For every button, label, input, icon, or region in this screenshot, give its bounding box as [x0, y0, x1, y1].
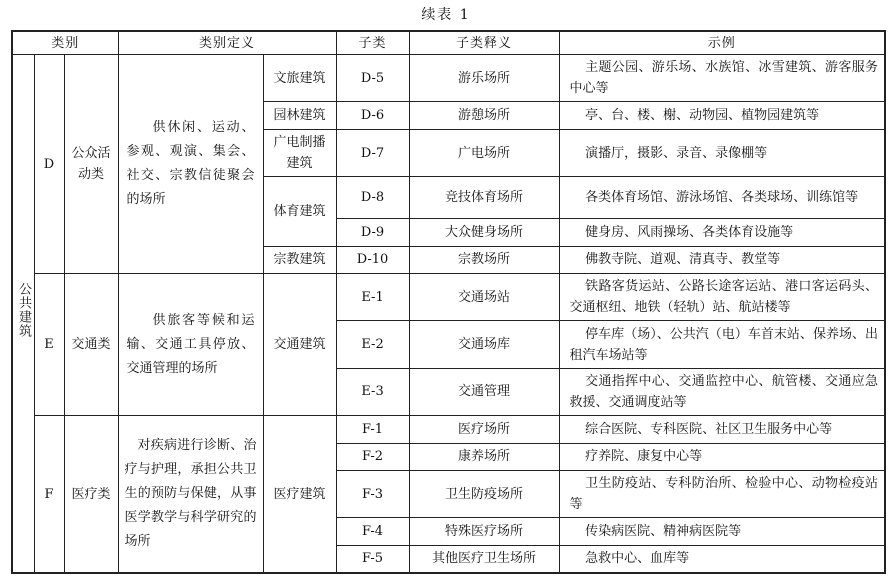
classification-table — [11, 30, 886, 574]
subcategory-code: F-2 — [336, 443, 409, 471]
subcategory-examples: 疗养院、康复中心等 — [559, 443, 885, 471]
table-row — [12, 274, 885, 321]
header-row — [12, 31, 885, 55]
building-type: 宗教建筑 — [263, 246, 336, 274]
subcategory-code: F-4 — [336, 518, 409, 546]
subcategory-name: 康养场所 — [409, 443, 559, 471]
category-code: F — [34, 416, 64, 573]
subcategory-code: D-7 — [336, 129, 409, 176]
subcategory-name: 游乐场所 — [409, 55, 559, 102]
category-definition: 供旅客等候和运输、交通工具停放、交通管理的场所 — [118, 274, 263, 416]
subcategory-code: E-1 — [336, 274, 409, 321]
subcategory-name: 其他医疗卫生场所 — [409, 545, 559, 573]
subcategory-name: 特殊医疗场所 — [409, 518, 559, 546]
subcategory-name: 竞技体育场所 — [409, 177, 559, 219]
group-label: 公共建筑 — [16, 282, 31, 338]
header-sub-definition: 子类释义 — [409, 31, 559, 55]
subcategory-examples: 佛教寺院、道观、清真寺、教堂等 — [559, 246, 885, 274]
table-row — [12, 55, 885, 102]
header-subcategory: 子类 — [336, 31, 409, 55]
building-type: 园林建筑 — [263, 102, 336, 130]
table-title: 续表 1 — [421, 7, 471, 23]
subcategory-name: 卫生防疫场所 — [409, 471, 559, 518]
building-type: 医疗建筑 — [263, 416, 336, 573]
subcategory-examples: 铁路客货运站、公路长途客运站、港口客运码头、交通枢纽、地铁（轻轨）站、航站楼等 — [559, 274, 885, 321]
subcategory-examples: 主题公园、游乐场、水族馆、冰雪建筑、游客服务中心等 — [559, 55, 885, 102]
category-name: 交通类 — [64, 274, 118, 416]
subcategory-code: F-1 — [336, 416, 409, 444]
subcategory-code: E-2 — [336, 321, 409, 368]
subcategory-code: D-5 — [336, 55, 409, 102]
subcategory-code: D-6 — [336, 102, 409, 130]
subcategory-code: D-10 — [336, 246, 409, 274]
category-name: 公众活动类 — [64, 55, 118, 274]
subcategory-code: D-8 — [336, 177, 409, 219]
header-category: 类别 — [12, 31, 118, 55]
building-type: 体育建筑 — [263, 177, 336, 246]
subcategory-examples: 亭、台、楼、榭、动物园、植物园建筑等 — [559, 102, 885, 130]
category-definition: 对疾病进行诊断、治疗与护理，承担公共卫生的预防与保健，从事医学教学与科学研究的场所 — [118, 416, 263, 573]
subcategory-examples: 健身房、风雨操场、各类体育设施等 — [559, 219, 885, 247]
subcategory-examples: 停车库（场）、公共汽（电）车首末站、保养场、出租汽车场站等 — [559, 321, 885, 368]
header-definition: 类别定义 — [118, 31, 336, 55]
subcategory-code: E-3 — [336, 368, 409, 415]
subcategory-name: 大众健身场所 — [409, 219, 559, 247]
subcategory-name: 医疗场所 — [409, 416, 559, 444]
subcategory-examples: 演播厅，摄影、录音、录像棚等 — [559, 129, 885, 176]
subcategory-name: 交通场站 — [409, 274, 559, 321]
table-row — [12, 416, 885, 444]
group-cell — [12, 55, 34, 574]
subcategory-examples: 传染病医院、精神病医院等 — [559, 518, 885, 546]
subcategory-examples: 各类体育场馆、游泳场馆、各类球场、训练馆等 — [559, 177, 885, 219]
category-code: E — [34, 274, 64, 416]
building-type: 广电制播建筑 — [263, 129, 336, 176]
category-name: 医疗类 — [64, 416, 118, 573]
header-examples: 示例 — [559, 31, 885, 55]
subcategory-code: F-3 — [336, 471, 409, 518]
subcategory-name: 交通场库 — [409, 321, 559, 368]
subcategory-name: 交通管理 — [409, 368, 559, 415]
subcategory-name: 宗教场所 — [409, 246, 559, 274]
subcategory-name: 游憩场所 — [409, 102, 559, 130]
subcategory-examples: 交通指挥中心、交通监控中心、航管楼、交通应急救援、交通调度站等 — [559, 368, 885, 415]
subcategory-examples: 综合医院、专科医院、社区卫生服务中心等 — [559, 416, 885, 444]
subcategory-name: 广电场所 — [409, 129, 559, 176]
building-type: 交通建筑 — [263, 274, 336, 416]
category-code: D — [34, 55, 64, 274]
subcategory-examples: 急救中心、血库等 — [559, 545, 885, 573]
subcategory-examples: 卫生防疫站、专科防治所、检验中心、动物检疫站等 — [559, 471, 885, 518]
subcategory-code: F-5 — [336, 545, 409, 573]
building-type: 文旅建筑 — [263, 55, 336, 102]
category-definition: 供休闲、运动、参观、观演、集会、社交、宗教信徒聚会的场所 — [118, 55, 263, 274]
subcategory-code: D-9 — [336, 219, 409, 247]
